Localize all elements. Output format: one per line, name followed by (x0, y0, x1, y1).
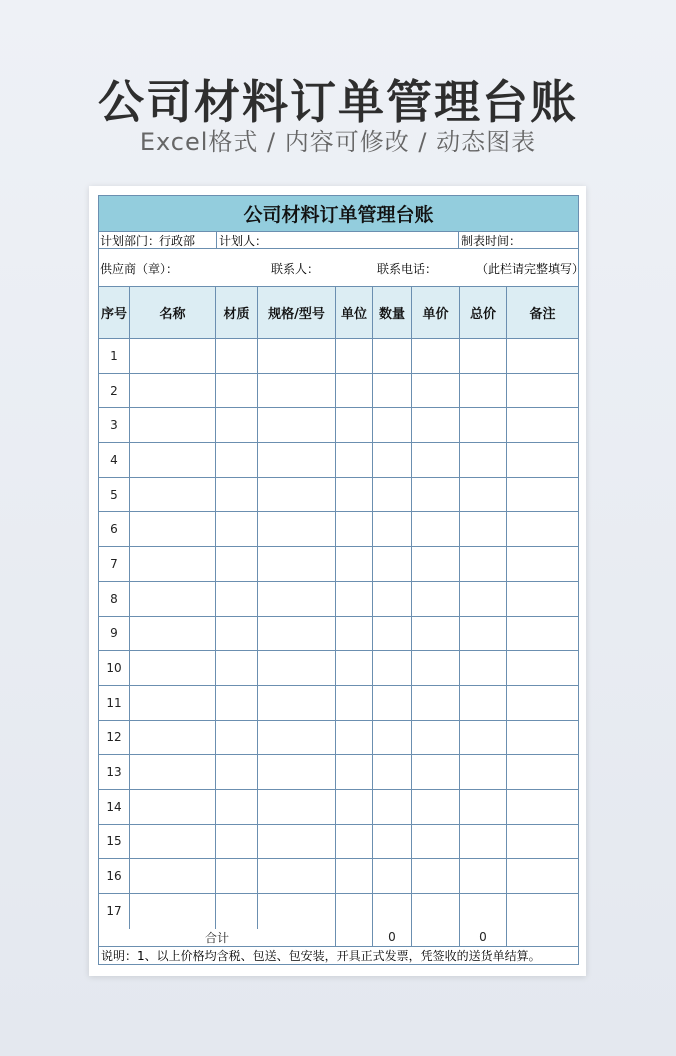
cell-spec[interactable] (258, 512, 336, 546)
cell-unit-price[interactable] (412, 825, 460, 859)
cell-spec[interactable] (258, 686, 336, 720)
table-row (99, 790, 578, 825)
cell-name[interactable] (130, 755, 216, 789)
cell-spec[interactable] (258, 408, 336, 442)
row-number: 15 (99, 825, 130, 859)
cell-total[interactable] (460, 582, 507, 616)
row-number: 6 (99, 512, 130, 546)
row-number: 1 (99, 339, 130, 373)
cell-unit-price[interactable] (412, 478, 460, 512)
row-number: 17 (99, 894, 130, 929)
cell-material[interactable] (216, 512, 258, 546)
cell-spec[interactable] (258, 582, 336, 616)
row-number: 2 (99, 374, 130, 408)
cell-unit[interactable] (336, 651, 373, 685)
cell-material[interactable] (216, 859, 258, 893)
cell-unit[interactable] (336, 894, 373, 929)
cell-spec[interactable] (258, 859, 336, 893)
cell-unit[interactable] (336, 617, 373, 651)
cell-name[interactable] (130, 408, 216, 442)
cell-total[interactable] (460, 512, 507, 546)
cell-total[interactable] (460, 859, 507, 893)
cell-material[interactable] (216, 686, 258, 720)
cell-qty[interactable] (373, 582, 412, 616)
hero-title: 公司材料订单管理台账 (98, 75, 578, 129)
cell-material[interactable] (216, 721, 258, 755)
cell-spec[interactable] (258, 374, 336, 408)
column-header-qty: 数量 (373, 287, 412, 338)
cell-material[interactable] (216, 443, 258, 477)
cell-qty[interactable] (373, 651, 412, 685)
total-amount: 0 (460, 929, 507, 946)
cell-name[interactable] (130, 790, 216, 824)
column-header-spec: 规格/型号 (258, 287, 336, 338)
cell-name[interactable] (130, 443, 216, 477)
cell-unit-price[interactable] (412, 617, 460, 651)
cell-name[interactable] (130, 512, 216, 546)
table-row (99, 512, 578, 547)
contact-label: 联系人： (271, 262, 320, 276)
cell-remark[interactable] (507, 686, 578, 720)
cell-spec[interactable] (258, 339, 336, 373)
row-number: 8 (99, 582, 130, 616)
table-row (99, 894, 578, 929)
cell-material[interactable] (216, 825, 258, 859)
column-header-unit: 单位 (336, 287, 373, 338)
cell-total[interactable] (460, 721, 507, 755)
cell-unit-price[interactable] (412, 339, 460, 373)
cell-unit-price[interactable] (412, 443, 460, 477)
cell-qty[interactable] (373, 443, 412, 477)
cell-material[interactable] (216, 547, 258, 581)
supplier-label: 供应商（章）： (100, 262, 179, 276)
column-header-material: 材质 (216, 287, 258, 338)
cell-unit[interactable] (336, 825, 373, 859)
cell-material[interactable] (216, 582, 258, 616)
row-number: 13 (99, 755, 130, 789)
cell-unit[interactable] (336, 755, 373, 789)
cell-total[interactable] (460, 547, 507, 581)
fill-note: （此栏请完整填写） (476, 262, 585, 276)
cell-spec[interactable] (258, 617, 336, 651)
cell-unit-price[interactable] (412, 374, 460, 408)
cell-unit-price[interactable] (412, 755, 460, 789)
row-number: 11 (99, 686, 130, 720)
cell-name[interactable] (130, 547, 216, 581)
cell-remark[interactable] (507, 825, 578, 859)
cell-total[interactable] (460, 617, 507, 651)
cell-name[interactable] (130, 894, 216, 929)
cell-spec[interactable] (258, 721, 336, 755)
plan-dept-value[interactable]: 行政部 (159, 234, 196, 248)
cell-unit[interactable] (336, 582, 373, 616)
cell-unit[interactable] (336, 859, 373, 893)
cell-qty[interactable] (373, 721, 412, 755)
cell-unit[interactable] (336, 790, 373, 824)
cell-spec[interactable] (258, 547, 336, 581)
table-row (99, 408, 578, 443)
cell-name[interactable] (130, 374, 216, 408)
cell-total[interactable] (460, 408, 507, 442)
cell-name[interactable] (130, 478, 216, 512)
cell-total[interactable] (460, 443, 507, 477)
cell-remark[interactable] (507, 547, 578, 581)
cell-material[interactable] (216, 478, 258, 512)
cell-unit[interactable] (336, 721, 373, 755)
column-header-total: 总价 (460, 287, 507, 338)
cell-qty[interactable] (373, 894, 412, 929)
cell-spec[interactable] (258, 755, 336, 789)
cell-name[interactable] (130, 339, 216, 373)
cell-material[interactable] (216, 617, 258, 651)
cell-remark[interactable] (507, 512, 578, 546)
cell-name[interactable] (130, 859, 216, 893)
cell-unit-price[interactable] (412, 547, 460, 581)
table-row (99, 721, 578, 756)
cell-unit-price[interactable] (412, 686, 460, 720)
cell-total[interactable] (460, 478, 507, 512)
cell-total[interactable] (460, 755, 507, 789)
info-row-supplier (99, 249, 585, 287)
cell-qty[interactable] (373, 547, 412, 581)
cell-unit[interactable] (336, 408, 373, 442)
cell-remark[interactable] (507, 408, 578, 442)
row-number: 12 (99, 721, 130, 755)
cell-qty[interactable] (373, 755, 412, 789)
cell-material[interactable] (216, 408, 258, 442)
table-row (99, 617, 578, 652)
cell-spec[interactable] (258, 478, 336, 512)
cell-material[interactable] (216, 790, 258, 824)
total-unit-cell (336, 929, 373, 946)
cell-spec[interactable] (258, 790, 336, 824)
row-number: 9 (99, 617, 130, 651)
column-header-unit-price: 单价 (412, 287, 460, 338)
cell-unit-price[interactable] (412, 408, 460, 442)
cell-qty[interactable] (373, 790, 412, 824)
table-row (99, 651, 578, 686)
table-row (99, 859, 578, 894)
phone-label: 联系电话： (377, 262, 438, 276)
sheet-title: 公司材料订单管理台账 (99, 196, 578, 232)
cell-unit[interactable] (336, 512, 373, 546)
cell-remark[interactable] (507, 339, 578, 373)
table-row (99, 443, 578, 478)
cell-spec[interactable] (258, 825, 336, 859)
cell-total[interactable] (460, 651, 507, 685)
total-remark-cell (507, 929, 578, 946)
plan-dept-label: 计划部门： (100, 234, 161, 248)
cell-remark[interactable] (507, 721, 578, 755)
cell-material[interactable] (216, 894, 258, 929)
cell-remark[interactable] (507, 582, 578, 616)
cell-total[interactable] (460, 790, 507, 824)
row-number: 5 (99, 478, 130, 512)
cell-name[interactable] (130, 686, 216, 720)
cell-unit-price[interactable] (412, 512, 460, 546)
cell-material[interactable] (216, 374, 258, 408)
table-row (99, 582, 578, 617)
row-number: 14 (99, 790, 130, 824)
cell-unit-price[interactable] (412, 790, 460, 824)
cell-unit-price[interactable] (412, 582, 460, 616)
row-number: 7 (99, 547, 130, 581)
row-number: 16 (99, 859, 130, 893)
cell-qty[interactable] (373, 408, 412, 442)
total-label: 合计 (99, 929, 336, 946)
table-header (99, 287, 578, 339)
cell-name[interactable] (130, 825, 216, 859)
cell-unit[interactable] (336, 478, 373, 512)
hero-subtitle: Excel格式 / 内容可修改 / 动态图表 (139, 128, 537, 156)
cell-remark[interactable] (507, 443, 578, 477)
cell-qty[interactable] (373, 617, 412, 651)
cell-unit[interactable] (336, 686, 373, 720)
cell-material[interactable] (216, 755, 258, 789)
total-price-cell (412, 929, 460, 946)
total-row (99, 929, 578, 947)
cell-remark[interactable] (507, 374, 578, 408)
cell-remark[interactable] (507, 478, 578, 512)
cell-unit[interactable] (336, 374, 373, 408)
cell-remark[interactable] (507, 894, 578, 929)
cell-unit[interactable] (336, 443, 373, 477)
table-row (99, 755, 578, 790)
cell-remark[interactable] (507, 617, 578, 651)
table-row (99, 547, 578, 582)
cell-qty[interactable] (373, 825, 412, 859)
cell-unit[interactable] (336, 339, 373, 373)
date-label: 制表时间： (461, 234, 522, 248)
cell-name[interactable] (130, 721, 216, 755)
cell-qty[interactable] (373, 686, 412, 720)
cell-unit-price[interactable] (412, 894, 460, 929)
cell-material[interactable] (216, 651, 258, 685)
cell-qty[interactable] (373, 512, 412, 546)
row-number: 3 (99, 408, 130, 442)
cell-material[interactable] (216, 339, 258, 373)
table-row (99, 374, 578, 409)
cell-total[interactable] (460, 374, 507, 408)
cell-remark[interactable] (507, 651, 578, 685)
table-row (99, 339, 578, 374)
cell-remark[interactable] (507, 859, 578, 893)
cell-unit-price[interactable] (412, 651, 460, 685)
note-row: 说明：1、以上价格均含税、包送、包安装，开具正式发票，凭签收的送货单结算。 (101, 948, 541, 963)
table-row (99, 825, 578, 860)
cell-unit-price[interactable] (412, 859, 460, 893)
total-qty: 0 (373, 929, 412, 946)
cell-unit[interactable] (336, 547, 373, 581)
cell-spec[interactable] (258, 894, 336, 929)
ledger-sheet (98, 195, 585, 965)
cell-spec[interactable] (258, 651, 336, 685)
cell-total[interactable] (460, 894, 507, 929)
cell-name[interactable] (130, 617, 216, 651)
column-header-seq: 序号 (99, 287, 130, 338)
column-header-name: 名称 (130, 287, 216, 338)
cell-qty[interactable] (373, 339, 412, 373)
cell-name[interactable] (130, 651, 216, 685)
cell-total[interactable] (460, 339, 507, 373)
cell-unit-price[interactable] (412, 721, 460, 755)
cell-total[interactable] (460, 686, 507, 720)
cell-remark[interactable] (507, 790, 578, 824)
cell-remark[interactable] (507, 755, 578, 789)
column-header-remark: 备注 (529, 307, 556, 322)
table-row (99, 686, 578, 721)
cell-spec[interactable] (258, 443, 336, 477)
row-number: 4 (99, 443, 130, 477)
cell-name[interactable] (130, 582, 216, 616)
info-row-plan (99, 232, 578, 249)
row-number: 10 (99, 651, 130, 685)
cell-qty[interactable] (373, 374, 412, 408)
table-row (99, 478, 578, 513)
cell-qty[interactable] (373, 859, 412, 893)
cell-qty[interactable] (373, 478, 412, 512)
cell-total[interactable] (460, 825, 507, 859)
planner-label: 计划人： (219, 234, 268, 248)
